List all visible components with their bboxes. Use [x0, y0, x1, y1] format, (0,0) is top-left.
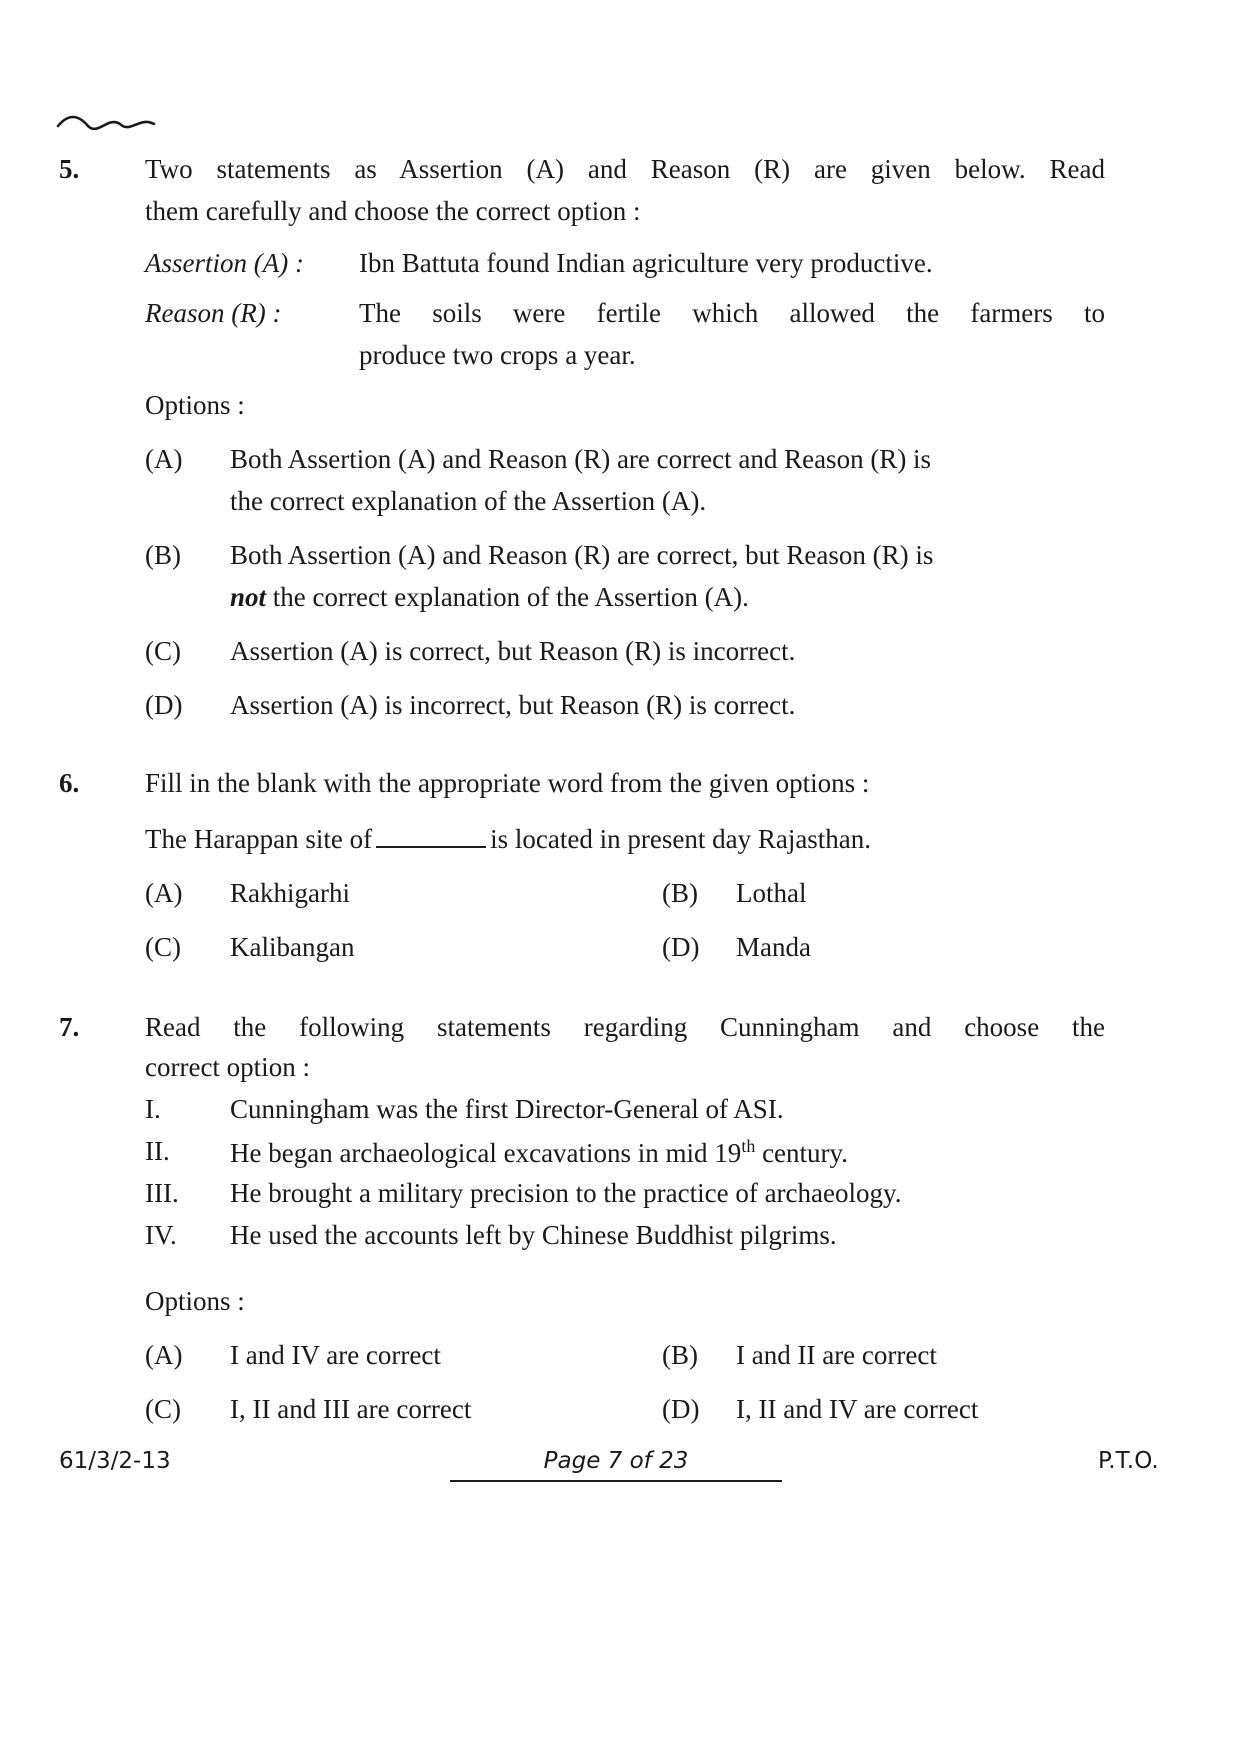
reason-text-line: produce two crops a year.	[359, 340, 636, 370]
option-label: (D)	[145, 690, 183, 720]
assertion-text: Ibn Battuta found Indian agriculture very productive.	[359, 248, 933, 278]
statement-label: I.	[145, 1094, 161, 1124]
question-stem-line: Two statements as Assertion (A) and Reason (R) are given below. Read	[145, 154, 1105, 184]
option-text: Assertion (A) is correct, but Reason (R) is incorrect.	[230, 636, 796, 666]
option-text: Assertion (A) is incorrect, but Reason (R) is correct.	[230, 690, 796, 720]
option-text: I and II are correct	[736, 1340, 937, 1370]
option-label: (A)	[145, 878, 183, 908]
question-stem-line: Read the following statements regarding Cunningham and choose the	[145, 1012, 1105, 1042]
statement-text: He used the accounts left by Chinese Buddhist pilgrims.	[230, 1220, 837, 1250]
option-text: I and IV are correct	[230, 1340, 441, 1370]
statement-label: IV.	[145, 1220, 177, 1250]
option-label: (A)	[145, 1340, 183, 1370]
option-label: (C)	[145, 1394, 181, 1424]
option-text: Manda	[736, 932, 811, 962]
fill-blank-sentence: The Harappan site of is located in present day Rajasthan.	[145, 824, 872, 854]
wave-ornament	[56, 112, 156, 136]
option-text: I, II and IV are correct	[736, 1394, 979, 1424]
statement-text: He began archaeological excavations in mid 19th century.	[230, 1136, 849, 1168]
options-heading: Options :	[145, 390, 245, 420]
option-text: not the correct explanation of the Assertion (A).	[230, 582, 749, 612]
option-text: the correct explanation of the Assertion (A).	[230, 486, 707, 516]
option-label: (D)	[662, 932, 700, 962]
option-text: I, II and III are correct	[230, 1394, 472, 1424]
question-stem: Fill in the blank with the appropriate word from the given options :	[145, 768, 870, 798]
option-text: Rakhigarhi	[230, 878, 350, 908]
option-label: (C)	[145, 636, 181, 666]
blank-line	[376, 824, 486, 848]
page-number: Page 7 of 23	[543, 1448, 689, 1474]
statement-text: Cunningham was the first Director-General of ASI.	[230, 1094, 784, 1124]
option-label: (B)	[662, 878, 698, 908]
option-text: Kalibangan	[230, 932, 355, 962]
pto-note: P.T.O.	[1098, 1448, 1159, 1474]
option-text: Both Assertion (A) and Reason (R) are correct and Reason (R) is	[230, 444, 932, 474]
reason-label: Reason (R) :	[145, 298, 282, 328]
question-number: 7.	[59, 1012, 80, 1042]
emphasis-not: not	[230, 582, 267, 612]
question-stem-line: correct option :	[145, 1052, 310, 1082]
option-text: Lothal	[736, 878, 807, 908]
footer-underline	[450, 1480, 782, 1482]
option-label: (B)	[145, 540, 181, 570]
option-label: (B)	[662, 1340, 698, 1370]
options-heading: Options :	[145, 1286, 245, 1316]
statement-text: He brought a military precision to the practice of archaeology.	[230, 1178, 902, 1208]
statement-label: II.	[145, 1136, 170, 1166]
question-number: 5.	[59, 154, 80, 184]
question-stem-line: them carefully and choose the correct option :	[145, 196, 641, 226]
assertion-label: Assertion (A) :	[145, 248, 304, 278]
question-number: 6.	[59, 768, 80, 798]
option-label: (C)	[145, 932, 181, 962]
paper-code: 61/3/2-13	[59, 1448, 171, 1474]
option-label: (D)	[662, 1394, 700, 1424]
option-label: (A)	[145, 444, 183, 474]
reason-text-line: The soils were fertile which allowed the farmers to	[359, 298, 1105, 328]
option-text: Both Assertion (A) and Reason (R) are correct, but Reason (R) is	[230, 540, 934, 570]
statement-label: III.	[145, 1178, 179, 1208]
